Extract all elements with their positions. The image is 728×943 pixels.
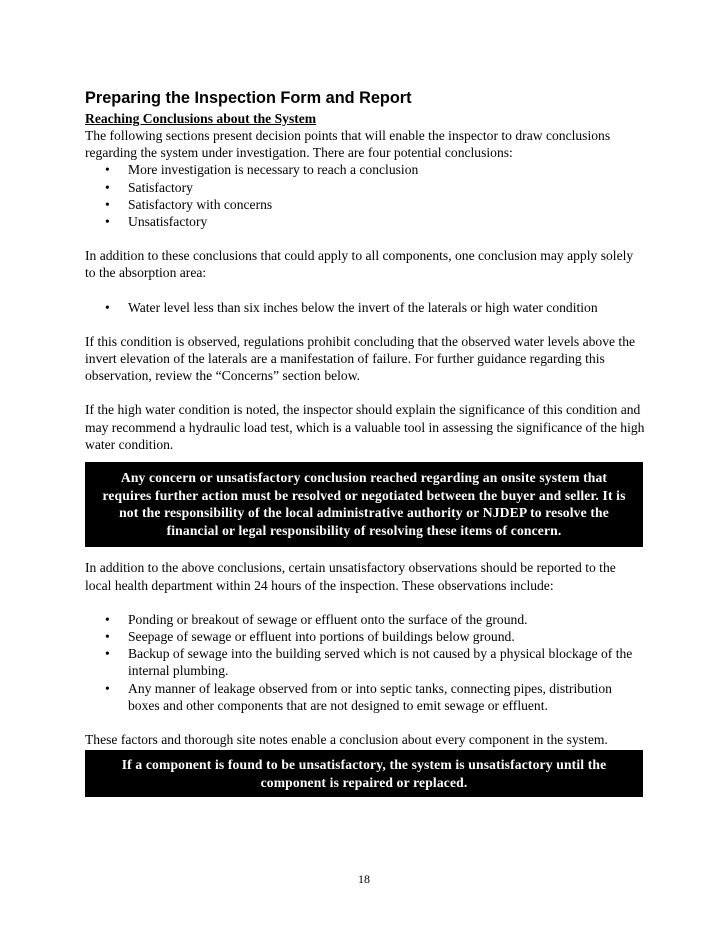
bullet-icon: • [105,611,110,627]
absorption-list [85,299,645,316]
responsibility-callout: Any concern or unsatisfactory conclusion reached regarding an onsite system that requires further action must be resolved or negotiated between the buyer and seller. It is not the responsibility of the local administrative authority or NJDEP to resolve the financial or legal responsibility of resolving these items of concern. [85,462,643,547]
list-item-text: Satisfactory [128,179,193,195]
list-item [85,611,645,628]
list-item [85,628,645,645]
bullet-icon: • [105,299,110,315]
bullet-icon: • [105,629,110,645]
list-item [85,196,645,213]
list-item [85,179,645,196]
report-paragraph: In addition to the above conclusions, certain unsatisfactory observations should be reported to the local health department within 24 hours of the inspection. These observations include: [85,560,616,593]
list-item [85,645,645,679]
intro-paragraph: The following sections present decision points that will enable the inspector to draw conclusions regarding the system under investigation. There are four potential conclusions: [85,128,611,161]
list-item-text: Water level less than six inches below the invert of the laterals or high water condition [128,299,598,315]
bullet-icon: • [105,214,110,230]
list-item-text: Seepage of sewage or effluent into portions of buildings below ground. [128,629,515,645]
list-item-text: Ponding or breakout of sewage or effluent onto the surface of the ground. [128,611,528,627]
list-item [85,299,645,316]
bullet-icon: • [105,680,110,696]
list-item [85,161,645,178]
bullet-icon: • [105,646,110,662]
absorption-intro-paragraph: In addition to these conclusions that could apply to all components, one conclusion may apply solely to the absorption area: [85,248,634,281]
conclusions-list [85,161,645,230]
page-content [85,88,645,797]
bullet-icon: • [105,162,110,178]
observations-list [85,611,645,714]
page-number: 18 [358,872,370,886]
list-item-text: More investigation is necessary to reach a conclusion [128,162,419,178]
list-item-text: Backup of sewage into the building served which is not caused by a physical blockage of the internal plumbing. [128,646,633,679]
list-item [85,680,645,714]
bullet-icon: • [105,179,110,195]
bullet-icon: • [105,196,110,212]
page-title: Preparing the Inspection Form and Report [85,89,412,107]
section-subtitle: Reaching Conclusions about the System [85,111,317,126]
list-item-text: Any manner of leakage observed from or into septic tanks, connecting pipes, distribution boxes and other components that are not designed to emit sewage or effluent. [128,680,612,713]
list-item-text: Unsatisfactory [128,214,208,230]
condition-paragraph: If this condition is observed, regulations prohibit concluding that the observed water levels above the invert elevation of the laterals are a manifestation of failure. For further guidance regarding this observation, review the “Concerns” section below. [85,333,636,384]
high-water-paragraph: If the high water condition is noted, the inspector should explain the significance of this condition and may recommend a hydraulic load test, which is a valuable tool in assessing the significance of the high water condition. [85,402,645,452]
list-item [85,213,645,230]
list-item-text: Satisfactory with concerns [128,196,273,212]
factors-paragraph: These factors and thorough site notes enable a conclusion about every component in the system. [85,732,608,748]
unsatisfactory-callout: If a component is found to be unsatisfactory, the system is unsatisfactory until the component is repaired or replaced. [85,750,643,797]
